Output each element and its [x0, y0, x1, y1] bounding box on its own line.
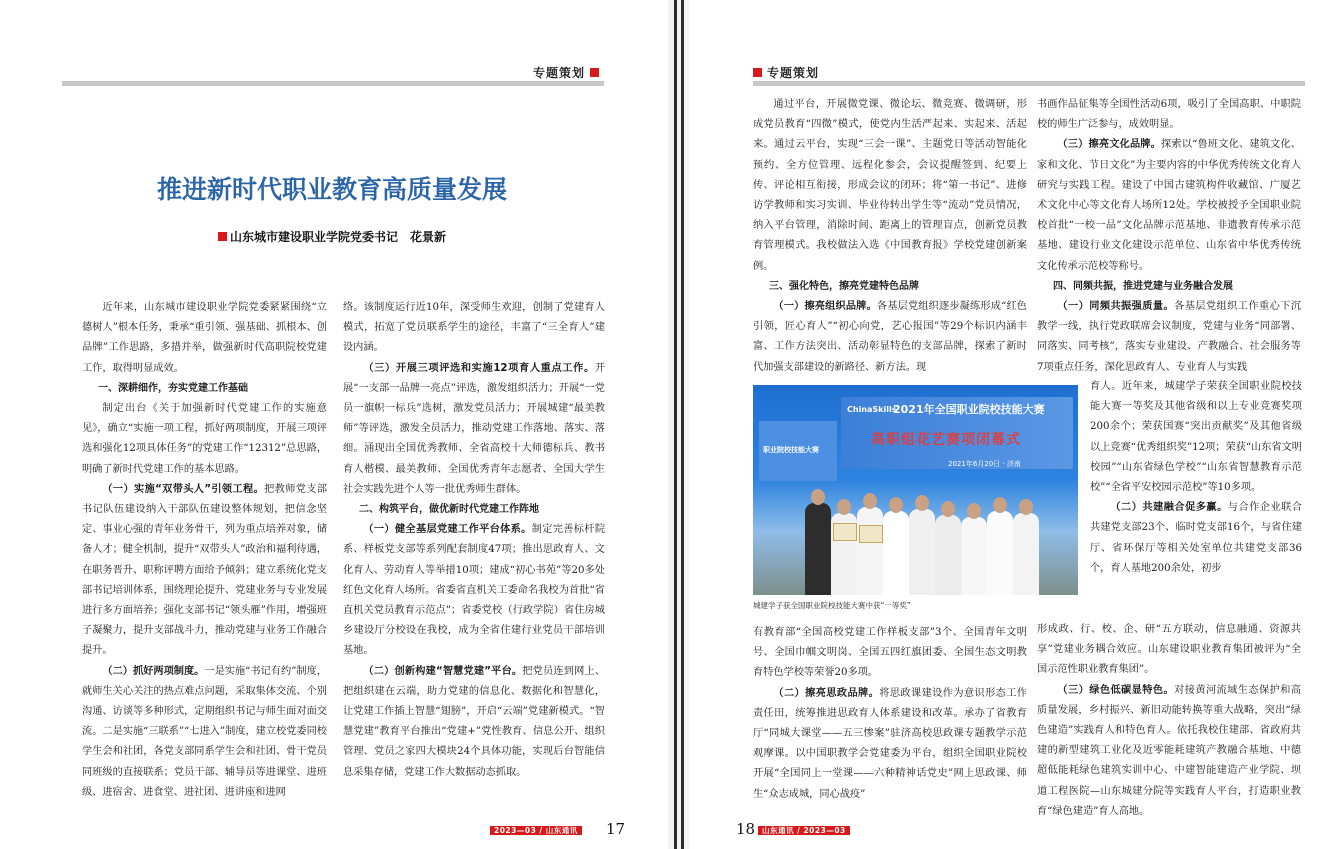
section-tag-left [533, 64, 604, 81]
certificate [833, 523, 857, 541]
paragraph-lead: （三）开展三项评选和实施12项育人重点工作。 [363, 362, 595, 374]
photo-heading: 高职组花艺赛项闭幕式 [871, 432, 1021, 448]
person-head [811, 489, 825, 505]
paragraph [343, 662, 605, 783]
column-right-1b [753, 623, 1027, 805]
paragraph-lead: （一）健全基层党建工作平台体系。 [363, 524, 532, 536]
paragraph: 近年来，山东城市建设职业学院党委紧紧围绕“立德树人”根本任务，秉承“重引领、强基础、抓根本、创品牌”工作思路，多措并举，做强新时代高职院校党建工作，取得明显成效。 [82, 302, 327, 374]
person [935, 515, 961, 595]
left-page [0, 0, 668, 849]
section-tag-text: 专题策划 [767, 66, 820, 80]
section-heading: 四、同频共振，推进党建与业务融合发展 [1053, 280, 1233, 292]
footer-issue-bar: 2023—03 / 山东通讯 [490, 826, 582, 835]
award-photo [753, 385, 1078, 595]
person [961, 517, 987, 595]
paragraph-lead: （二）创新构建“智慧党建”平台。 [363, 665, 523, 677]
person [883, 511, 909, 595]
section-tag-right [753, 64, 819, 81]
paragraph-lead: （三）擦亮文化品牌。 [1057, 139, 1162, 151]
column-right-2 [1037, 95, 1301, 378]
page-number: 18 [736, 820, 756, 838]
person [857, 507, 883, 595]
paragraph-lead: （三）绿色低碳显特色。 [1057, 684, 1175, 696]
paragraph-lead: （二）共建融合促多赢。 [1110, 502, 1228, 514]
paragraph: 形成政、行、校、企、研“五方联动，信息融通、资源共享”党建业务耦合效应。山东建设职业教育集团被评为“全国示范性职业教育集团”。 [1037, 624, 1301, 676]
red-square-icon [218, 232, 227, 241]
paragraph-lead: （一）擦亮组织品牌。 [773, 301, 877, 313]
section-heading: 一、深耕细作，夯实党建工作基础 [98, 382, 248, 394]
page-number: 17 [606, 820, 626, 838]
person-head [967, 503, 981, 519]
red-square-icon [753, 68, 762, 77]
paragraph: 有教育部“全国高校党建工作样板支部”3个、全国青年文明号、全国巾帼文明岗、全国五四红旗团委、全国生态文明教育特色学校等荣誉20多项。 [753, 627, 1027, 679]
person [805, 503, 831, 595]
section-tag-text: 专题策划 [533, 66, 586, 80]
paragraph-body: 对接黄河流域生态保护和高质量发展，乡村振兴、新旧动能转换等重大战略，突出“绿色建造”实践育人和特色育人。依托我校住建部、省政府共建的新型建筑工业化及近零能耗建筑产教融合基地、中德超低能耗绿色建筑实训中心、中建智能建造产业学院、坝道工程医院—山东城建分院等实践育人平台，打造职业教育“绿色建造”育人高地。 [1037, 684, 1302, 817]
spine-line [674, 0, 677, 849]
byline-text: 山东城市建设职业学院党委书记 花景新 [229, 230, 446, 244]
person-head [993, 497, 1007, 513]
paragraph-body: 探索以“鲁班文化、建筑文化、家和文化、节日文化”为主要内容的中华优秀传统文化育人研究与实践工程。建设了中国古建筑构件收藏馆、广厦艺术文化中心等文化育人场所12处。学校被授予全国职业院校首批“一校一品”文化品牌示范基地、非遗教育传承示范基地、建设行业文化建设示范单位、山东省中华优秀传统文化传承示范校等称号。 [1037, 139, 1301, 272]
person-head [889, 497, 903, 513]
paragraph [82, 662, 327, 803]
chinaskills-logo: ChinaSkills [847, 405, 897, 414]
paragraph-body: 各基层党组织工作重心下沉教学一线，执行党政联席会议制度，党建与业务“同部署、同落实、同考核”，落实专业建设、产教融合、社会服务等7项重点任务，深化思政育人、专业育人与实践 [1037, 301, 1302, 373]
paragraph [753, 684, 1027, 805]
paragraph-lead: （一）实施“双带头人”引领工程。 [102, 483, 265, 495]
article-title: 推进新时代职业教育高质量发展 [156, 175, 507, 204]
column-right-2c [1037, 620, 1301, 822]
column-left-1 [82, 298, 327, 803]
person [987, 511, 1013, 595]
person-head [915, 495, 929, 511]
header-rule [62, 81, 604, 86]
paragraph [753, 297, 1027, 378]
paragraph [82, 480, 327, 662]
byline [62, 228, 602, 245]
section-heading: 二、构筑平台，做优新时代党建工作阵地 [359, 504, 539, 516]
paragraph-body: 制定完善标杆院系、样板党支部等系列配套制度47项；推出思政育人、文化育人、劳动育人等举措10项；建成“初心书苑”等20多处红色文化育人场所。省委省直机关工委命名我校为首批“省直机关党员教育示范点”；省委党校（行政学院）省住房城乡建设厅分校设在我校，成为全省住建行业党员干部培训基地。 [343, 524, 606, 657]
paragraph [1037, 297, 1301, 378]
paragraph: 育人。近年来，城建学子荣获全国职业院校技能大赛一等奖及其他省级和以上专业竞赛奖项200余个；荣获国赛“突出贡献奖”及其他省级以上竞赛“优秀组织奖”12项；荣获“山东省文明校园”“山东省绿色学校”“山东省智慧教育示范校”“全省平安校园示范校”等10多项。 [1090, 381, 1302, 494]
section-heading: 三、强化特色，擦亮党建特色品牌 [769, 280, 919, 292]
paragraph: 制定出台《关于加强新时代党建工作的实施意见》，确立“实施一项工程，抓好两项制度，开展三项评选和强化12项具体任务”的党建工作“12312”总思路，明确了新时代党建工作的基本思路。 [82, 403, 327, 475]
paragraph: 络。该制度运行近10年，深受师生欢迎，创制了党建育人模式，拓宽了党员联系学生的途径，丰富了“三全育人”建设内涵。 [343, 302, 605, 354]
person [1013, 513, 1039, 595]
paragraph-body: 与合作企业联合共建党支部23个、临时党支部16个，与省住建厅、省环保厅等相关处室单位共建党支部36个，育人基地200余处，初步 [1090, 502, 1302, 574]
photo-event-title: 2021年全国职业院校技能大赛 [893, 403, 1045, 416]
column-right-2b [1090, 377, 1302, 579]
book-spine [668, 0, 690, 849]
paragraph [1037, 135, 1301, 276]
paragraph-body: 把党员连到网上、把组织建在云端，助力党建的信息化、数据化和智慧化，让党建工作插上智慧“翅膀”，开启“云端”党建新模式。“智慧党建”教育平台推出“党建+”党性教育、信息公开、组织管理、党员之家四大模块24个具体功能，实现后台智能信息采集存储，党建工作大数据动态抓取。 [343, 665, 606, 778]
paragraph: 书画作品征集等全国性活动6项，吸引了全国高职、中职院校的师生广泛参与，成效明显。 [1037, 99, 1301, 131]
person-head [1019, 499, 1033, 515]
paragraph-body: 一是实施“书记有约”制度，就师生关心关注的热点难点问题，采取集体交流、个别沟通、访谈等多种形式，定期组织书记与师生面对面交流。二是实施“三联系”“七进入”制度，建立校党委同校学生会和社团，各党支部同系学生会和社团、骨干党员同班级的直接联系；党员干部、辅导员等进课堂、进班级、进宿舍、进食堂、进社团、进讲座和进网 [82, 665, 328, 798]
paragraph-lead: （二）抓好两项制度。 [102, 665, 205, 677]
paragraph-body: 各基层党组织逐步凝练形成“红色引领，匠心育人”“初心向党，艺心报国”等29个标识内涵丰富、工作方法突出、活动彰显特色的支部品牌，探索了新时代加强支部建设的新路径、新方法。现 [753, 301, 1027, 373]
paragraph [343, 520, 605, 661]
paragraph [343, 359, 605, 500]
photo-side-text: 职业院校技能大赛 [763, 446, 819, 454]
header-rule [753, 81, 1305, 86]
paragraph-lead: （二）擦亮思政品牌。 [773, 687, 880, 699]
paragraph [1090, 498, 1302, 579]
paragraph-body: 开展“一支部一品牌一亮点”评选，激发组织活力；开展“一党员一旗帜一标兵”选树，激发党员活力；开展城建“最美教师”等评选，激发全员活力，推动党建工作落地、落实、落细。涌现出全国优秀教师、全省高校十大师德标兵、教书育人楷模、最美教师、全国优秀青年志愿者、全国大学生社会实践先进个人等一批优秀师生群体。 [343, 362, 605, 495]
paragraph-body: 把教师党支部书记队伍建设纳入干部队伍建设整体规划，把信念坚定、事业心强的青年业务骨干，列为重点培养对象，储备人才；健全机制，提升“双带头人”政治和福利待遇，在职务晋升、职称评聘方面给予倾斜；建立系统化党支部书记培训体系，围绕理论提升、党建业务与专业发展进行多方面培养；强化支部书记“领头雁”作用，增强班子凝聚力，提升支部战斗力，推动党建与业务工作融合提升。 [82, 483, 328, 657]
spine-line [681, 0, 684, 849]
red-square-icon [590, 68, 599, 77]
photo-date: 2021年6月20日 · 济南 [948, 460, 1021, 468]
paragraph-lead: （一）同频共振强质量。 [1057, 301, 1175, 313]
paragraph [1037, 681, 1301, 822]
paragraph: 通过平台，开展微党课、微论坛、微竞赛、微调研，形成党员教育“四微”模式，使党内生活严起来、实起来、活起来。通过云平台，实现“三会一课”、主题党日等活动智能化预约、全方位管理、远程化参会，会议提醒签到、纪要上传、评论相互衔接，形成会议的闭环；将“第一书记”、进修访学教师和实习实训、毕业待转出学生等“流动”党员情况，纳入平台管理，消除时间、距离上的管理盲点，创新党员教育管理模式。我校做法入选《中国教育报》学校党建创新案例。 [753, 99, 1027, 272]
column-left-2 [343, 298, 605, 783]
right-page [690, 0, 1344, 849]
person-head [863, 493, 877, 509]
photo-caption: 城建学子获全国职业院校技能大赛中获“一等奖” [753, 601, 911, 610]
photo-side-banner [759, 421, 837, 481]
column-right-1 [753, 95, 1027, 378]
person-head [941, 501, 955, 517]
person [909, 509, 935, 595]
footer-issue-bar: 山东通讯 / 2023—03 [758, 826, 850, 835]
person-head [837, 499, 851, 515]
paragraph-body: 将思政课建设作为意识形态工作责任田，统筹推进思政育人体系建设和改革。承办了省教育厅“同城大课堂——五三惨案”驻济高校思政课专题教学示范观摩课。以中国职教学会党建委为平台，组织全国职业院校开展“全国同上一堂课——六种精神话党史”网上思政课、师生“众志成城，同心战疫” [753, 687, 1028, 800]
certificate [859, 525, 883, 543]
